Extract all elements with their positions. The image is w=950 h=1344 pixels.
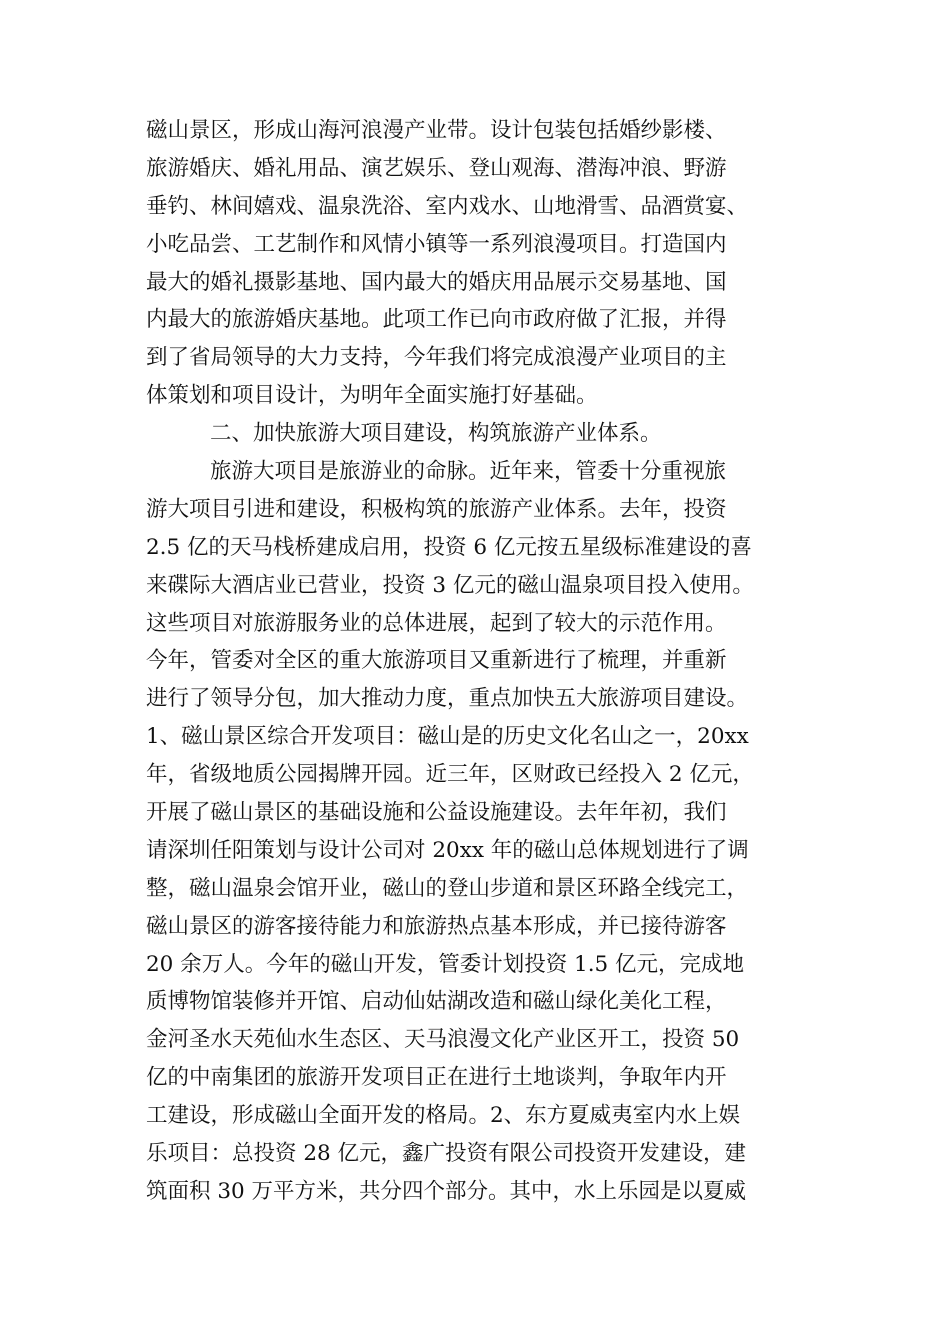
text-line: 整，磁山温泉会馆开业，磁山的登山步道和景区环路全线完工， (146, 875, 749, 901)
text-line: 磁山景区，形成山海河浪漫产业带。设计包装包括婚纱影楼、 (146, 118, 727, 143)
text-line: 体策划和项目设计，为明年全面实施打好基础。 (146, 383, 598, 409)
text-line: 年，省级地质公园揭牌开园。近三年，区财政已经投入 2 亿元， (146, 762, 754, 788)
body-text (146, 112, 806, 1211)
text-line: 最大的婚礼摄影基地、国内最大的婚庆用品展示交易基地、国 (146, 269, 727, 295)
text-line: 1、磁山景区综合开发项目：磁山是的历史文化名山之一，20xx (146, 724, 749, 750)
text-line: 垂钓、林间嬉戏、温泉洗浴、室内戏水、山地滑雪、品酒赏宴、 (146, 193, 749, 219)
text-line: 二、加快旅游大项目建设，构筑旅游产业体系。 (210, 421, 662, 447)
text-line: 请深圳任阳策划与设计公司对 20xx 年的磁山总体规划进行了调 (146, 837, 749, 863)
text-line: 旅游婚庆、婚礼用品、演艺娱乐、登山观海、潜海冲浪、野游 (146, 155, 727, 181)
text-line: 到了省局领导的大力支持，今年我们将完成浪漫产业项目的主 (146, 345, 727, 371)
text-line: 金河圣水天苑仙水生态区、天马浪漫文化产业区开工，投资 50 (146, 1027, 740, 1053)
text-line: 质博物馆装修并开馆、启动仙姑湖改造和磁山绿化美化工程， (146, 989, 727, 1015)
text-line: 内最大的旅游婚庆基地。此项工作已向市政府做了汇报，并得 (146, 307, 727, 333)
text-line: 亿的中南集团的旅游开发项目正在进行土地谈判，争取年内开 (146, 1065, 727, 1091)
text-line: 小吃品尝、工艺制作和风情小镇等一系列浪漫项目。打造国内 (146, 231, 727, 257)
text-line: 进行了领导分包，加大推动力度，重点加快五大旅游项目建设。 (146, 686, 749, 712)
text-line: 来碟际大酒店业已营业，投资 3 亿元的磁山温泉项目投入使用。 (146, 572, 754, 598)
text-line: 2.5 亿的天马栈桥建成启用，投资 6 亿元按五星级标准建设的喜 (146, 534, 752, 560)
text-line: 筑面积 30 万平方米，共分四个部分。其中，水上乐园是以夏威 (146, 1178, 747, 1204)
text-line: 这些项目对旅游服务业的总体进展，起到了较大的示范作用。 (146, 610, 727, 636)
text-line: 磁山景区的游客接待能力和旅游热点基本形成，并已接待游客 (146, 913, 727, 939)
text-line: 今年，管委对全区的重大旅游项目又重新进行了梳理，并重新 (146, 648, 727, 674)
text-line: 工建设，形成磁山全面开发的格局。2、东方夏威夷室内水上娱 (146, 1103, 741, 1129)
text-line: 开展了磁山景区的基础设施和公益设施建设。去年年初，我们 (146, 800, 727, 826)
text-line: 20 余万人。今年的磁山开发，管委计划投资 1.5 亿元，完成地 (146, 951, 745, 977)
text-line: 乐项目：总投资 28 亿元，鑫广投资有限公司投资开发建设，建 (146, 1141, 747, 1167)
text-line: 游大项目引进和建设，积极构筑的旅游产业体系。去年，投资 (146, 496, 727, 522)
text-line: 旅游大项目是旅游业的命脉。近年来，管委十分重视旅 (210, 459, 727, 485)
